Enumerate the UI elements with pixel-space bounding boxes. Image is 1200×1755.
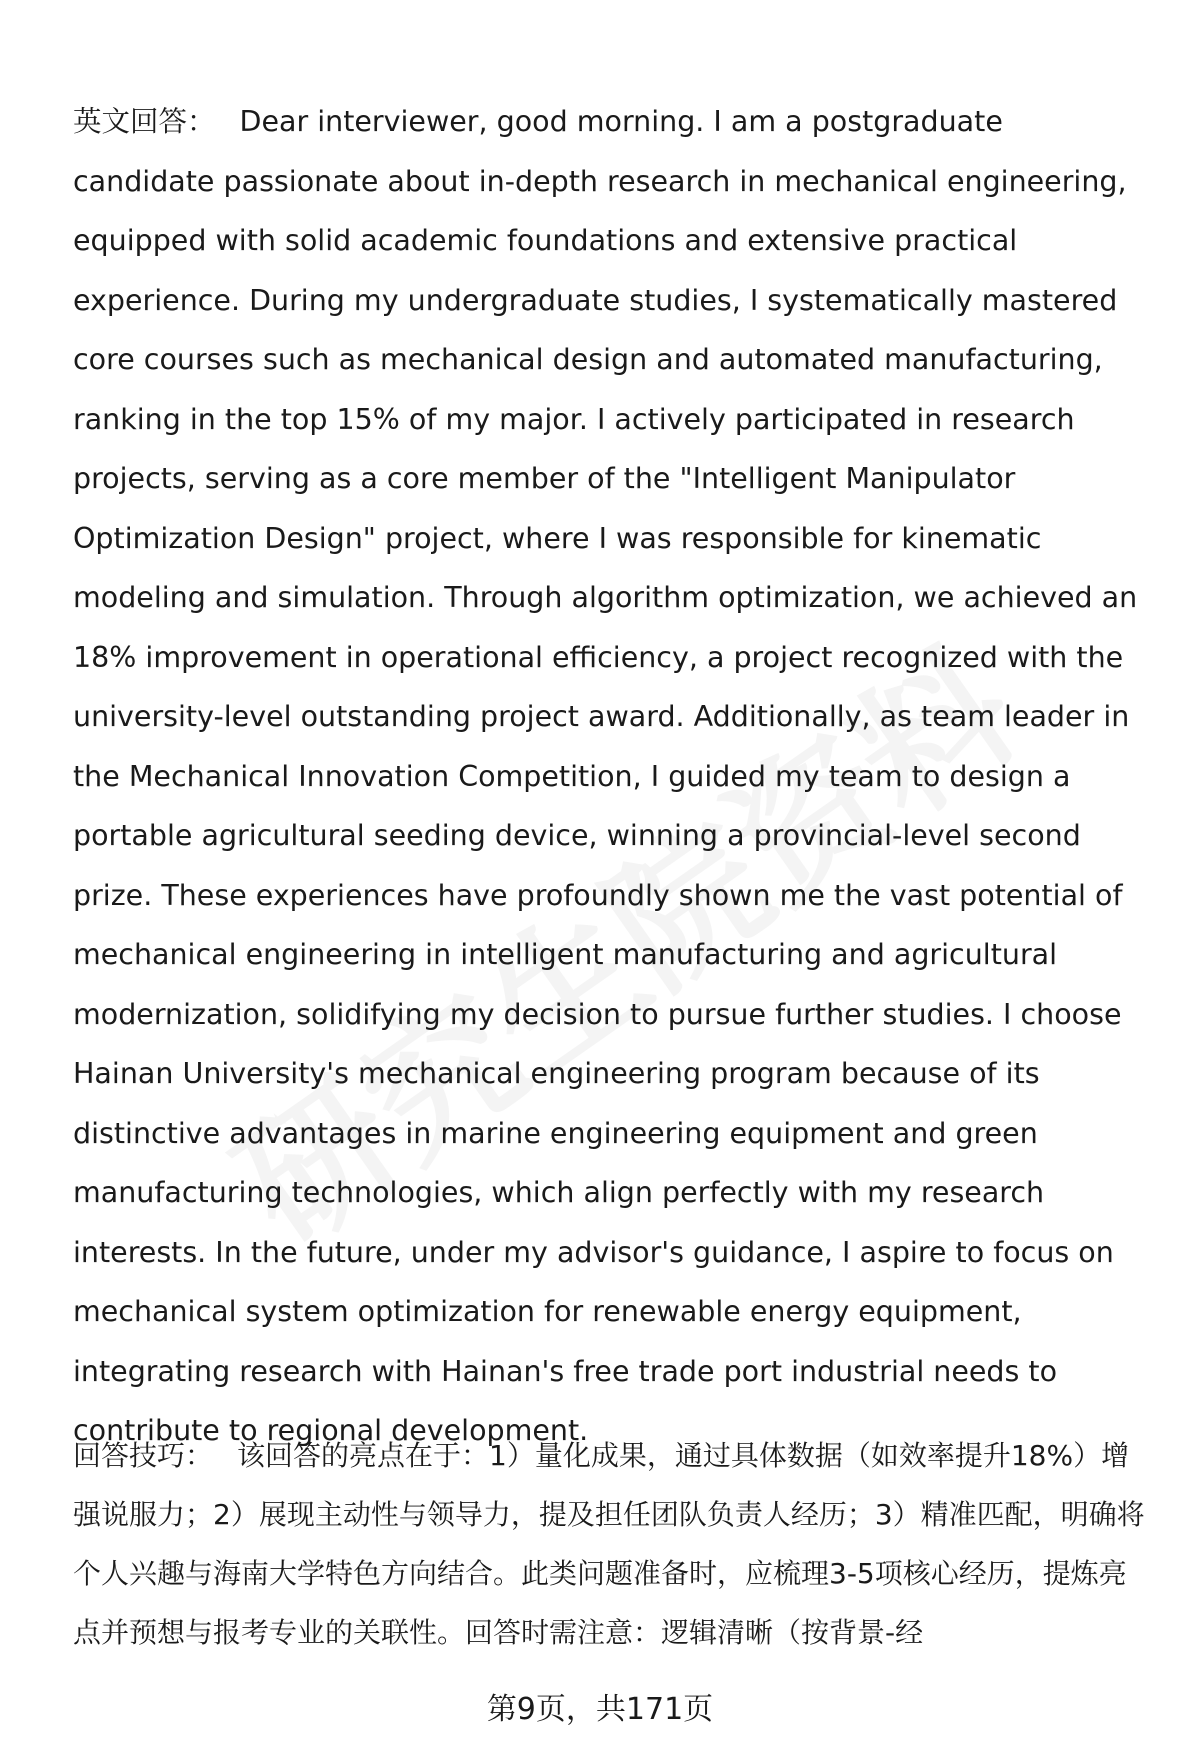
answer-tips-text: 该回答的亮点在于：1）量化成果，通过具体数据（如效率提升18%）增强说服力；2）展现主动性与领导力，提及担任团队负责人经历；3）精准匹配，明确将个人兴趣与海南大学特色方向结合。此类问题准备时，应梳理3-5项核心经历，提炼亮点并预想与报考专业的关联性。回答时需注意：逻辑清晰（按背景-经 [73,1439,1145,1649]
answer-tips-section [73,1426,1153,1662]
english-answer-section [73,92,1153,1461]
page-indicator: 第9页，共171页 [486,1692,714,1727]
answer-tips-label: 回答技巧： [73,1439,214,1472]
page-footer [0,1690,1200,1730]
english-answer-label: 英文回答： [73,105,216,138]
english-answer-text: Dear interviewer, good morning. I am a postgraduate candidate passionate about in-depth research in mechanical engineering, equipped with solid academic foundations and extensive practical experience. During my undergraduate studies, I systematically mastered core courses such as mechanical design and automated manufacturing, ranking in the top 15% of my major. I actively participated in research projects, serving as a core member of the "Intelligent Manipulator Optimization Design" project, where I was responsible for kinematic modeling and simulation. Through algorithm optimization, we achieved an 18% improvement in operational efficiency, a project recognized with the university-level outstanding project award. Additionally, as team leader in the Mechanical Innovation Competition, I guided my team to design a portable agricultural seeding device, winning a provincial-level second prize. These experiences have profoundly shown me the vast potential of mechanical engineering in intelligent manufacturing and agricultural modernization, solidifying my decision to pursue further studies. I choose Hainan University's mechanical engineering program because of its distinctive advantages in marine engineering equipment and green manufacturing technologies, which align perfectly with my research interests. In the future, under my advisor's guidance, I aspire to focus on mechanical system optimization for renewable energy equipment, integrating research with Hainan's free trade port industrial needs to contribute to regional development. [73,105,1138,1447]
